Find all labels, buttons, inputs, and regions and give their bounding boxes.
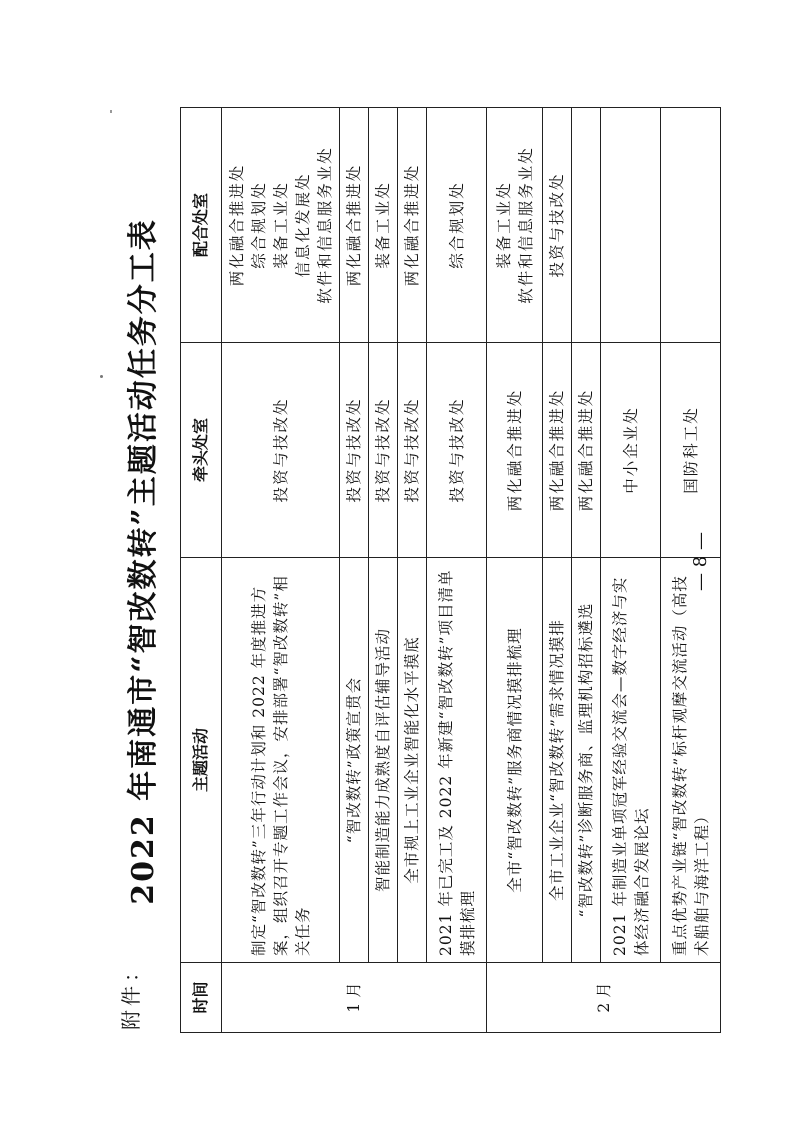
activity-cell: “智改数转”政策宣贯会 xyxy=(340,558,369,963)
task-table xyxy=(180,107,721,1033)
coop-cell xyxy=(487,108,543,343)
coop-line: 软件和信息服务业处 xyxy=(315,146,334,304)
month-cell-2: 2 月 xyxy=(487,963,721,1033)
coop-cell: 装备工业处 xyxy=(369,108,398,343)
coop-line: 软件和信息服务业处 xyxy=(516,146,535,304)
lead-cell: 国防科工处 xyxy=(661,343,721,558)
activity-cell: “智改数转”诊断服务商、监理机构招标遴选 xyxy=(572,558,601,963)
scan-dot xyxy=(100,375,103,378)
lead-cell: 两化融合推进处 xyxy=(487,343,543,558)
table-row xyxy=(369,108,398,1033)
coop-line: 综合规划处 xyxy=(249,181,268,269)
page-number: — 8 — xyxy=(690,532,711,591)
coop-cell: 两化融合推进处 xyxy=(398,108,427,343)
header-coop: 配合处室 xyxy=(181,108,222,343)
activity-cell: 智能制造能力成熟度自评估辅导活动 xyxy=(369,558,398,963)
coop-cell: 综合规划处 xyxy=(427,108,487,343)
coop-cell: 投资与技改处 xyxy=(543,108,572,343)
lead-cell: 两化融合推进处 xyxy=(543,343,572,558)
attachment-label: 附件： xyxy=(119,958,143,1030)
coop-cell xyxy=(601,108,661,343)
header-time: 时间 xyxy=(181,963,222,1033)
page-title: 2022 年南通市“智改数转”主题活动任务分工表 xyxy=(126,218,161,905)
table-row xyxy=(601,108,661,1033)
table-row xyxy=(340,108,369,1033)
lead-cell: 投资与技改处 xyxy=(427,343,487,558)
coop-line: 信息化发展处 xyxy=(293,172,312,278)
lead-cell: 投资与技改处 xyxy=(398,343,427,558)
table-row xyxy=(572,108,601,1033)
activity-cell: 全市规上工业企业智能化水平摸底 xyxy=(398,558,427,963)
coop-line: 装备工业处 xyxy=(271,181,290,269)
activity-cell: 重点优势产业链“智改数转”标杆观摩交流活动（高技术船舶与海洋工程） xyxy=(661,558,721,963)
activity-cell: 全市“智改数转”服务商情况摸排梳理 xyxy=(487,558,543,963)
table-row xyxy=(543,108,572,1033)
lead-cell: 两化融合推进处 xyxy=(572,343,601,558)
activity-cell: 2021 年已完工及 2022 年新建“智改数转”项目清单摸排梳理 xyxy=(427,558,487,963)
activity-cell: 2021 年制造业单项冠军经验交流会—数字经济与实体经济融合发展论坛 xyxy=(601,558,661,963)
activity-cell: 制定“智改数转”三年行动计划和 2022 年度推进方案，组织召开专题工作会议，安排部署“智改数转”相关任务 xyxy=(222,558,340,963)
activity-cell: 全市工业企业“智改数转”需求情况摸排 xyxy=(543,558,572,963)
lead-cell: 投资与技改处 xyxy=(340,343,369,558)
scan-dot xyxy=(110,110,112,113)
header-lead: 牵头处室 xyxy=(181,343,222,558)
table-header-row xyxy=(181,108,222,1033)
table-row xyxy=(398,108,427,1033)
header-activity: 主题活动 xyxy=(181,558,222,963)
coop-cell xyxy=(572,108,601,343)
table-row xyxy=(222,108,340,1033)
coop-cell xyxy=(222,108,340,343)
coop-cell: 两化融合推进处 xyxy=(340,108,369,343)
table-row xyxy=(427,108,487,1033)
coop-line: 装备工业处 xyxy=(494,181,513,269)
lead-cell: 中小企业处 xyxy=(601,343,661,558)
table-row xyxy=(487,108,543,1033)
lead-cell: 投资与技改处 xyxy=(222,343,340,558)
coop-line: 两化融合推进处 xyxy=(227,163,246,287)
month-cell-1: 1 月 xyxy=(222,963,487,1033)
lead-cell: 投资与技改处 xyxy=(369,343,398,558)
